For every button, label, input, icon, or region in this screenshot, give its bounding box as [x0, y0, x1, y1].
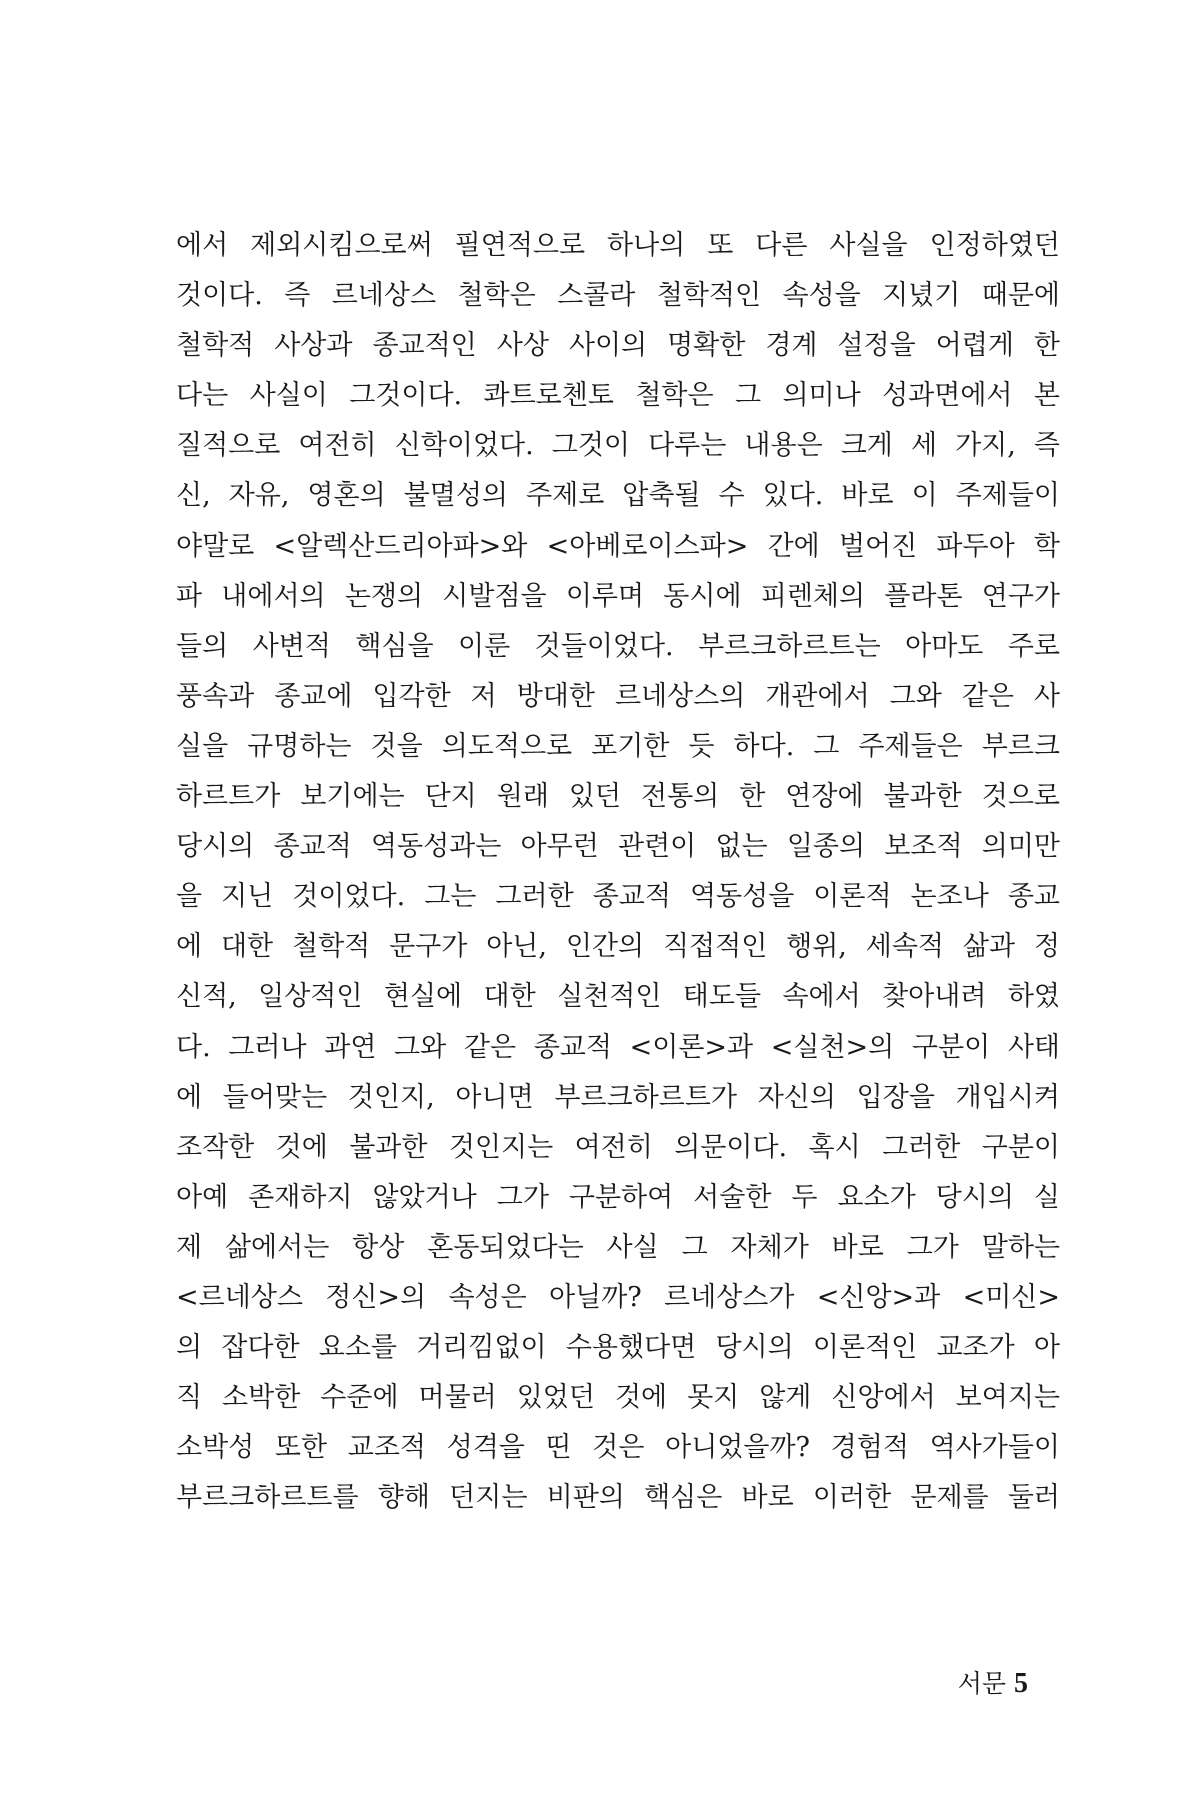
text-line: 다. 그러나 과연 그와 같은 종교적 <이론>과 <실천>의 구분이 사태	[176, 1031, 1060, 1063]
text-line: 제 삶에서는 항상 혼동되었다는 사실 그 자체가 바로 그가 말하는	[176, 1231, 1060, 1263]
text-line: 직 소박한 수준에 머물러 있었던 것에 못지 않게 신앙에서 보여지는	[176, 1382, 1060, 1414]
text-line: 파 내에서의 논쟁의 시발점을 이루며 동시에 피렌체의 플라톤 연구가	[176, 580, 1060, 612]
body-text	[176, 221, 1060, 1523]
text-line: 아예 존재하지 않았거나 그가 구분하여 서술한 두 요소가 당시의 실	[176, 1181, 1060, 1213]
text-line: 조작한 것에 불과한 것인지는 여전히 의문이다. 혹시 그러한 구분이	[176, 1131, 1060, 1163]
text-line: 신, 자유, 영혼의 불멸성의 주제로 압축될 수 있다. 바로 이 주제들이	[176, 480, 1060, 512]
text-line: 질적으로 여전히 신학이었다. 그것이 다루는 내용은 크게 세 가지, 즉	[176, 430, 1060, 462]
text-line: 을 지닌 것이었다. 그는 그러한 종교적 역동성을 이론적 논조나 종교	[176, 881, 1060, 913]
text-line: 신적, 일상적인 현실에 대한 실천적인 태도들 속에서 찾아내려 하였	[176, 981, 1060, 1013]
section-title: 서문	[957, 1669, 1006, 1698]
text-line: 소박성 또한 교조적 성격을 띤 것은 아니었을까? 경험적 역사가들이	[176, 1432, 1060, 1464]
text-line: 당시의 종교적 역동성과는 아무런 관련이 없는 일종의 보조적 의미만	[176, 831, 1060, 863]
text-line: 풍속과 종교에 입각한 저 방대한 르네상스의 개관에서 그와 같은 사	[176, 680, 1060, 712]
text-line: 다는 사실이 그것이다. 콰트로첸토 철학은 그 의미나 성과면에서 본	[176, 380, 1060, 412]
text-line: 에서 제외시킴으로써 필연적으로 하나의 또 다른 사실을 인정하였던	[176, 230, 1060, 261]
text-line: 들의 사변적 핵심을 이룬 것들이었다. 부르크하르트는 아마도 주로	[176, 630, 1060, 662]
text-line: <르네상스 정신>의 속성은 아닐까? 르네상스가 <신앙>과 <미신>	[176, 1281, 1060, 1313]
text-line: 실을 규명하는 것을 의도적으로 포기한 듯 하다. 그 주제들은 부르크	[176, 730, 1060, 762]
page-footer	[958, 1668, 1028, 1700]
text-line: 의 잡다한 요소를 거리낌없이 수용했다면 당시의 이론적인 교조가 아	[176, 1332, 1060, 1364]
text-line: 부르크하르트를 향해 던지는 비판의 핵심은 바로 이러한 문제를 둘러	[176, 1482, 1060, 1514]
text-line: 에 들어맞는 것인지, 아니면 부르크하르트가 자신의 입장을 개입시켜	[176, 1081, 1060, 1113]
text-line: 것이다. 즉 르네상스 철학은 스콜라 철학적인 속성을 지녔기 때문에	[176, 280, 1060, 312]
text-line: 에 대한 철학적 문구가 아닌, 인간의 직접적인 행위, 세속적 삶과 정	[176, 931, 1060, 963]
text-line: 철학적 사상과 종교적인 사상 사이의 명확한 경계 설정을 어렵게 한	[176, 330, 1060, 362]
page-number: 5	[1014, 1668, 1028, 1699]
text-line: 하르트가 보기에는 단지 원래 있던 전통의 한 연장에 불과한 것으로	[176, 781, 1060, 813]
text-line: 야말로 <알렉산드리아파>와 <아베로이스파> 간에 벌어진 파두아 학	[176, 530, 1060, 562]
